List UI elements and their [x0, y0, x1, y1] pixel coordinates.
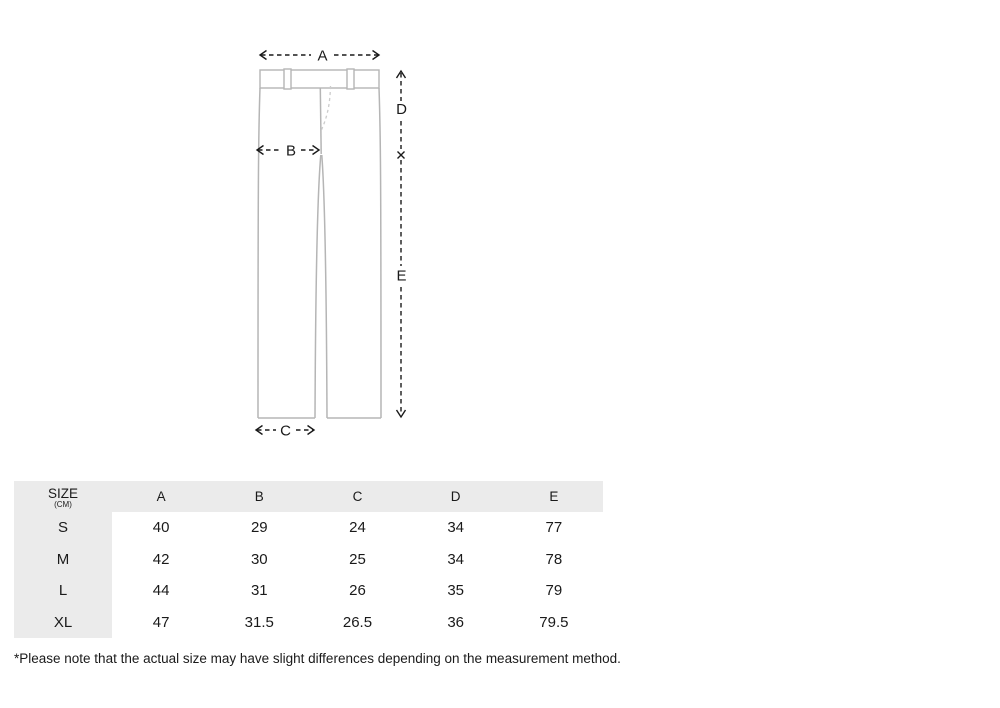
divider-x-icon: [398, 152, 405, 159]
value-cell: 31: [250, 582, 268, 600]
column-header-e: E: [505, 481, 603, 512]
value-cell: 34: [447, 550, 464, 568]
value-cell: 24: [349, 519, 366, 537]
value-cell: 26.5: [342, 613, 373, 631]
column-header-b: B: [210, 481, 308, 512]
value-cell: 36: [447, 613, 464, 631]
measure-arrow-a: [260, 48, 379, 65]
size-cell: S: [14, 512, 112, 544]
table-header-row: [14, 481, 603, 512]
pants-right-inner-seam: [322, 155, 327, 418]
size-header-cell: [14, 481, 112, 512]
value-cell: 30: [250, 550, 268, 568]
value-cell: 34: [447, 519, 464, 537]
measure-label-d: D: [396, 101, 407, 118]
size-cell: XL: [14, 607, 112, 639]
value-cell: 40: [152, 519, 170, 537]
value-cell: 78: [545, 550, 563, 568]
size-chart-table: [14, 481, 603, 638]
value-cell: 77: [545, 519, 563, 537]
footnote: *Please note that the actual size may have slight differences depending on the measurement method.: [14, 651, 621, 666]
size-header-label: SIZE: [47, 485, 78, 501]
measure-label-a: A: [317, 47, 328, 65]
pants-center-front-line: [320, 88, 321, 154]
measure-label-c: C: [280, 422, 291, 440]
pants-outline: [258, 69, 381, 418]
pants-left-inner-seam: [315, 155, 321, 418]
value-cell: 79.5: [539, 613, 569, 631]
value-cell: 29: [250, 519, 268, 537]
size-cell: L: [14, 575, 112, 607]
column-header-c: C: [308, 481, 406, 512]
value-cell: 47: [152, 613, 170, 631]
measure-arrow-b: [257, 143, 319, 160]
measure-label-b: B: [285, 142, 297, 160]
pants-left-outer-seam: [258, 88, 260, 418]
table-row-m: [14, 544, 603, 576]
measure-label-e: E: [396, 267, 407, 285]
table-row-l: [14, 575, 603, 607]
pants-fly-stitch-line: [321, 86, 331, 132]
value-cell: 35: [447, 582, 464, 600]
value-cell: 25: [349, 550, 366, 568]
table-row-xl: [14, 607, 603, 639]
value-cell: 26: [349, 582, 366, 600]
value-cell: 44: [152, 582, 170, 600]
table-row-s: [14, 512, 603, 544]
value-cell: 79: [545, 582, 563, 600]
value-cell: 42: [152, 550, 170, 568]
column-header-a: A: [112, 481, 210, 512]
value-cell: 31.5: [244, 613, 274, 631]
pants-right-outer-seam: [379, 88, 381, 418]
column-header-d: D: [407, 481, 505, 512]
size-cell: M: [14, 544, 112, 576]
measure-arrow-c: [256, 423, 314, 440]
pants-belt-loop-left: [284, 69, 291, 89]
measure-arrow-d-e: [396, 71, 407, 417]
pants-waistband: [260, 70, 379, 88]
pants-belt-loop-right: [347, 69, 354, 89]
size-unit-label: (CM): [54, 499, 72, 509]
